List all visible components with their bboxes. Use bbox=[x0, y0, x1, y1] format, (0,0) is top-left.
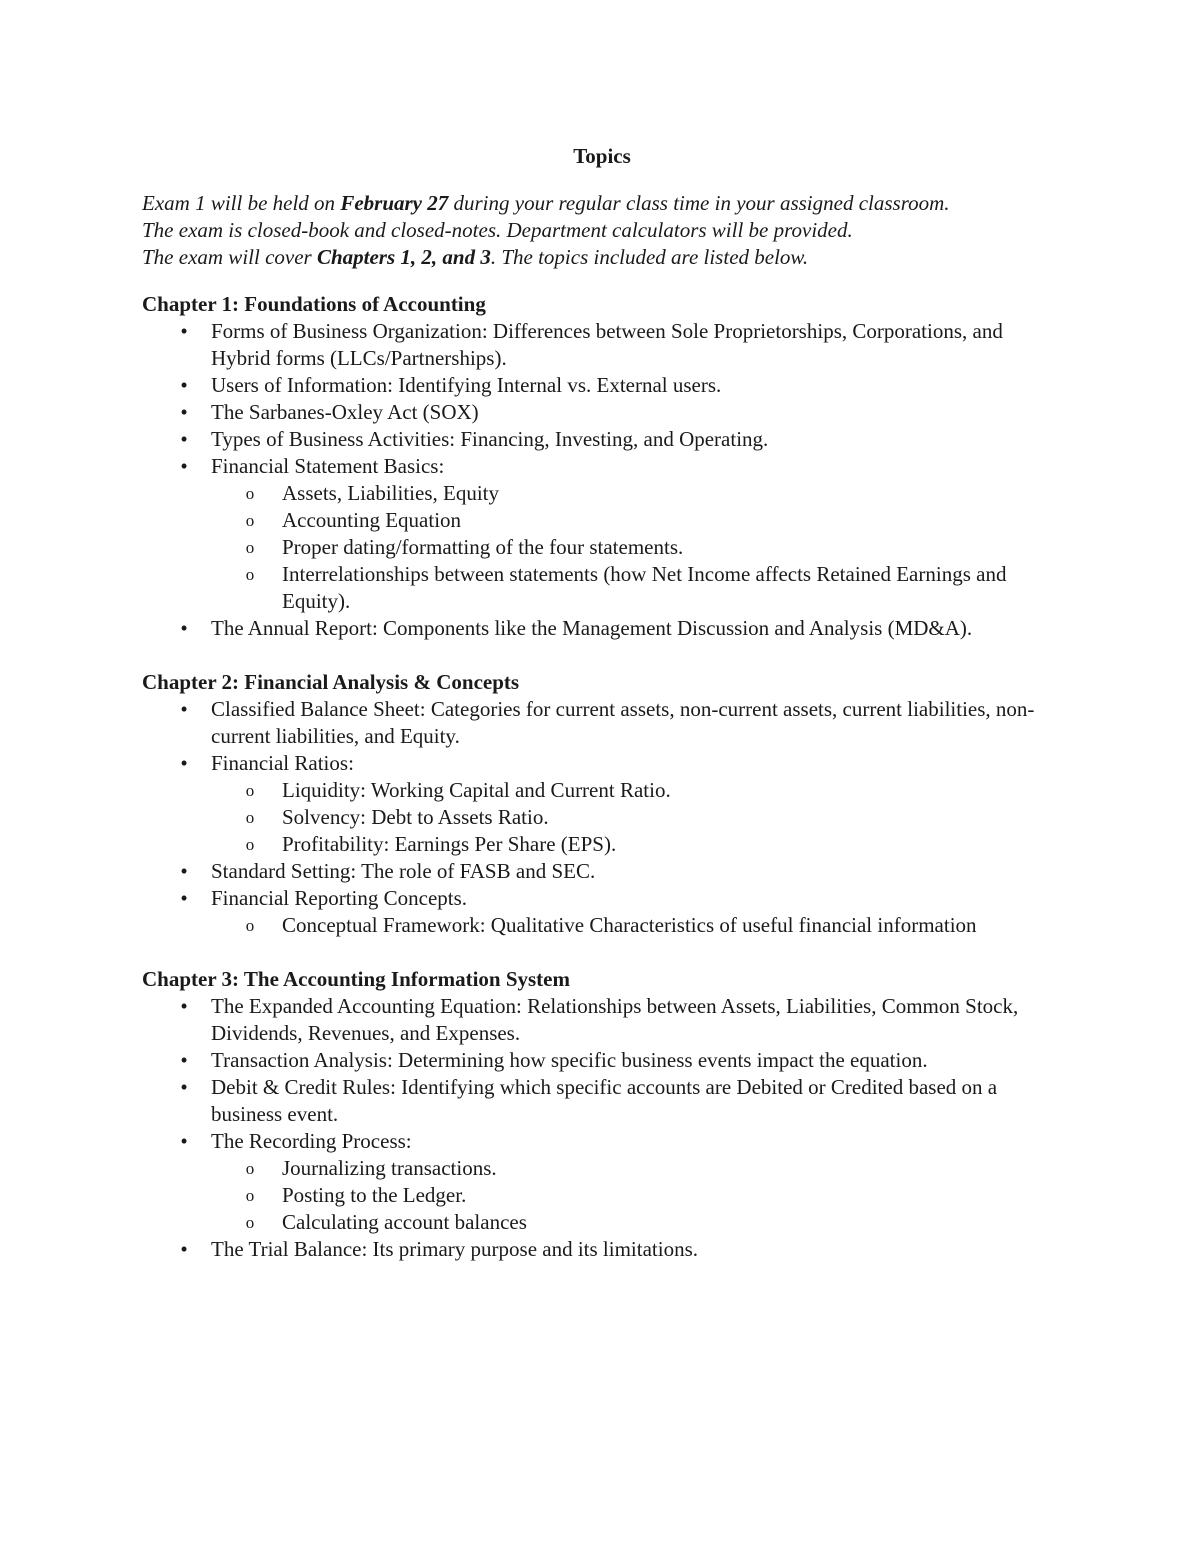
sub-list-item bbox=[211, 912, 1062, 939]
list-item-text: The Sarbanes-Oxley Act (SOX) bbox=[211, 400, 479, 424]
bullet-icon: • bbox=[180, 697, 188, 721]
bullet-icon: • bbox=[180, 994, 188, 1018]
sub-list-item bbox=[211, 831, 1062, 858]
list-item-text: Financial Ratios: bbox=[211, 751, 354, 775]
chapter-section-1 bbox=[142, 291, 1062, 649]
sub-topic-list bbox=[211, 912, 1062, 939]
sub-list-item bbox=[211, 1209, 1062, 1236]
list-item bbox=[142, 1236, 1062, 1263]
sub-list-item-text: Assets, Liabilities, Equity bbox=[282, 481, 499, 505]
list-item bbox=[142, 750, 1062, 858]
circle-bullet-icon: o bbox=[245, 565, 255, 584]
sub-list-item bbox=[211, 804, 1062, 831]
list-item-text: Transaction Analysis: Determining how specific business events impact the equation. bbox=[211, 1048, 928, 1072]
list-item-text: Standard Setting: The role of FASB and SEC. bbox=[211, 859, 596, 883]
list-item bbox=[142, 453, 1062, 615]
intro-line-1-start: Exam 1 will be held on bbox=[142, 191, 341, 215]
list-item bbox=[142, 372, 1062, 399]
list-item bbox=[142, 399, 1062, 426]
exam-intro bbox=[142, 190, 1062, 271]
list-item bbox=[142, 1047, 1062, 1074]
sub-list-item bbox=[211, 1182, 1062, 1209]
intro-line-2: The exam is closed-book and closed-notes. Department calculators will be provided. bbox=[142, 218, 853, 242]
sub-topic-list bbox=[211, 777, 1062, 858]
list-item-text: The Annual Report: Components like the Management Discussion and Analysis (MD&A). bbox=[211, 616, 973, 640]
list-item-text: The Trial Balance: Its primary purpose and its limitations. bbox=[211, 1237, 699, 1261]
sub-list-item bbox=[211, 561, 1062, 615]
exam-chapters: Chapters 1, 2, and 3 bbox=[316, 245, 491, 269]
bullet-icon: • bbox=[180, 400, 188, 424]
circle-bullet-icon: o bbox=[245, 808, 255, 827]
circle-bullet-icon: o bbox=[245, 916, 255, 935]
sub-list-item-text: Profitability: Earnings Per Share (EPS). bbox=[282, 832, 617, 856]
bullet-icon: • bbox=[180, 751, 188, 775]
sub-list-item-text: Journalizing transactions. bbox=[282, 1156, 497, 1180]
sub-topic-list bbox=[211, 480, 1062, 615]
sub-list-item-text: Calculating account balances bbox=[282, 1210, 527, 1234]
list-item-text: The Expanded Accounting Equation: Relationships between Assets, Liabilities, Common Stock, Dividends, Revenues, and Expenses. bbox=[211, 994, 1019, 1045]
page-title: Topics bbox=[573, 144, 631, 168]
bullet-icon: • bbox=[180, 1237, 188, 1261]
list-item bbox=[142, 993, 1062, 1047]
intro-line-3-start: The exam will cover bbox=[142, 245, 317, 269]
chapter-section-2 bbox=[142, 669, 1062, 946]
sub-list-item-text: Solvency: Debt to Assets Ratio. bbox=[282, 805, 549, 829]
topic-list bbox=[142, 318, 1062, 642]
intro-line-1 bbox=[142, 190, 1062, 217]
list-item-text: Debit & Credit Rules: Identifying which specific accounts are Debited or Credited based on a business event. bbox=[211, 1075, 998, 1126]
list-item bbox=[142, 858, 1062, 885]
list-item-text: Forms of Business Organization: Differences between Sole Proprietorships, Corporations, and Hybrid forms (LLCs/Partnerships). bbox=[211, 319, 1003, 370]
circle-bullet-icon: o bbox=[245, 1186, 255, 1205]
list-item bbox=[142, 318, 1062, 372]
list-item-text: Users of Information: Identifying Internal vs. External users. bbox=[211, 373, 722, 397]
document-page bbox=[142, 143, 1062, 1263]
circle-bullet-icon: o bbox=[245, 538, 255, 557]
bullet-icon: • bbox=[180, 616, 188, 640]
chapters-list bbox=[142, 291, 1062, 1263]
sub-list-item-text: Accounting Equation bbox=[282, 508, 462, 532]
sub-list-item bbox=[211, 1155, 1062, 1182]
bullet-icon: • bbox=[180, 1048, 188, 1072]
circle-bullet-icon: o bbox=[245, 781, 255, 800]
circle-bullet-icon: o bbox=[245, 835, 255, 854]
sub-list-item-text: Liquidity: Working Capital and Current Ratio. bbox=[282, 778, 671, 802]
bullet-icon: • bbox=[180, 1075, 188, 1099]
sub-list-item bbox=[211, 507, 1062, 534]
sub-list-item-text: Conceptual Framework: Qualitative Characteristics of useful financial information bbox=[282, 913, 977, 937]
chapter-heading: Chapter 2: Financial Analysis & Concepts bbox=[142, 670, 520, 694]
topic-list bbox=[142, 993, 1062, 1263]
topic-list bbox=[142, 696, 1062, 939]
circle-bullet-icon: o bbox=[245, 1213, 255, 1232]
list-item-text: Financial Reporting Concepts. bbox=[211, 886, 468, 910]
sub-list-item bbox=[211, 777, 1062, 804]
list-item bbox=[142, 615, 1062, 642]
circle-bullet-icon: o bbox=[245, 1159, 255, 1178]
sub-list-item-text: Posting to the Ledger. bbox=[282, 1183, 467, 1207]
circle-bullet-icon: o bbox=[245, 511, 255, 530]
bullet-icon: • bbox=[180, 859, 188, 883]
sub-topic-list bbox=[211, 1155, 1062, 1236]
list-item bbox=[142, 885, 1062, 939]
list-item bbox=[142, 696, 1062, 750]
intro-line-3-end: . The topics included are listed below. bbox=[490, 245, 809, 269]
list-item-text: Financial Statement Basics: bbox=[211, 454, 445, 478]
intro-line-3 bbox=[142, 244, 1062, 271]
bullet-icon: • bbox=[180, 454, 188, 478]
bullet-icon: • bbox=[180, 319, 188, 343]
list-item-text: Classified Balance Sheet: Categories for current assets, non-current assets, current liabilities, non-current liabilities, and Equity. bbox=[211, 697, 1035, 748]
list-item-text: Types of Business Activities: Financing, Investing, and Operating. bbox=[211, 427, 769, 451]
list-item bbox=[142, 1128, 1062, 1236]
intro-line-1-end: during your regular class time in your assigned classroom. bbox=[448, 191, 950, 215]
bullet-icon: • bbox=[180, 373, 188, 397]
list-item bbox=[142, 1074, 1062, 1128]
bullet-icon: • bbox=[180, 886, 188, 910]
circle-bullet-icon: o bbox=[245, 484, 255, 503]
list-item bbox=[142, 426, 1062, 453]
chapter-section-3 bbox=[142, 966, 1062, 1263]
chapter-heading: Chapter 3: The Accounting Information System bbox=[142, 967, 570, 991]
sub-list-item-text: Proper dating/formatting of the four statements. bbox=[282, 535, 684, 559]
list-item-text: The Recording Process: bbox=[211, 1129, 412, 1153]
sub-list-item bbox=[211, 480, 1062, 507]
bullet-icon: • bbox=[180, 1129, 188, 1153]
chapter-heading: Chapter 1: Foundations of Accounting bbox=[142, 292, 486, 316]
sub-list-item bbox=[211, 534, 1062, 561]
sub-list-item-text: Interrelationships between statements (how Net Income affects Retained Earnings and Equity). bbox=[282, 562, 1007, 613]
exam-date: February 27 bbox=[340, 191, 449, 215]
bullet-icon: • bbox=[180, 427, 188, 451]
